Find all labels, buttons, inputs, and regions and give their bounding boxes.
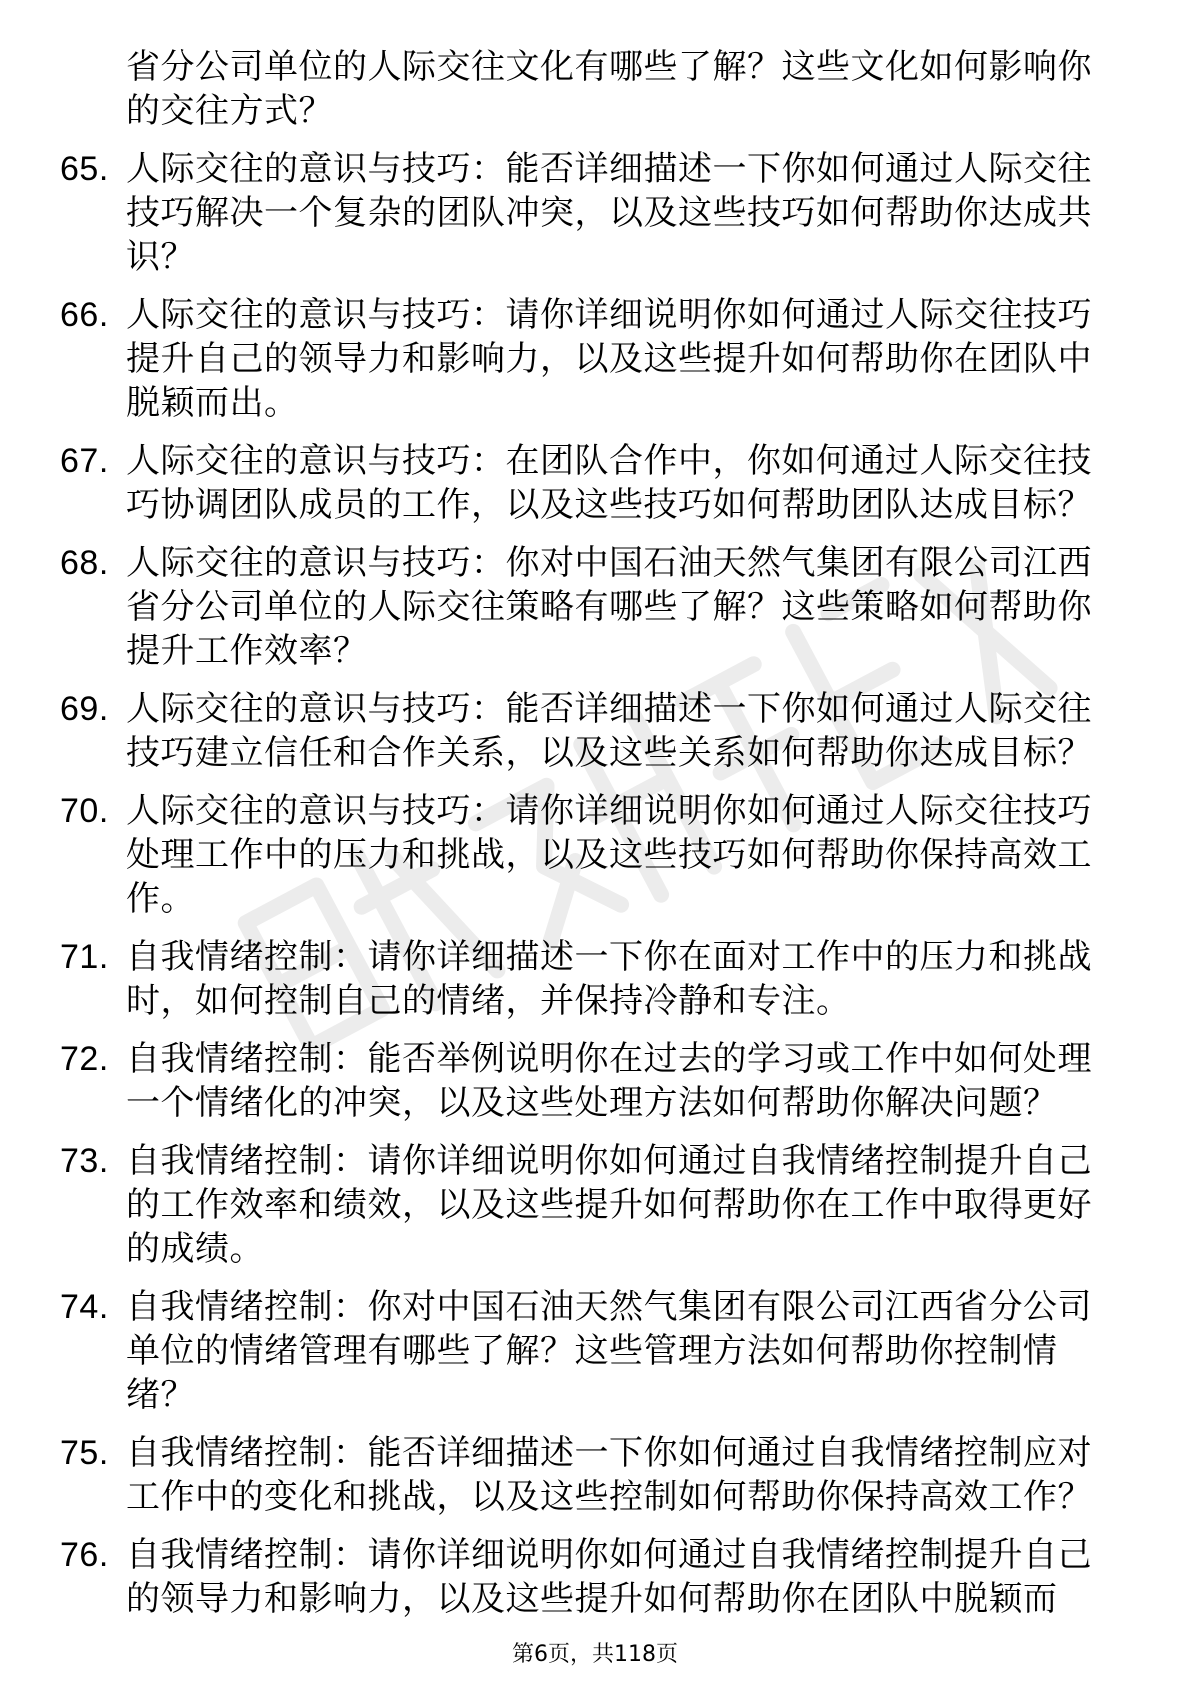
list-item — [60, 439, 1120, 527]
item-number: 74. — [60, 1288, 109, 1326]
item-number: 70. — [60, 792, 109, 830]
item-text: 自我情绪控制：你对中国石油天然气集团有限公司江西省分公司单位的情绪管理有哪些了解？这些管理方法如何帮助你控制情绪？ — [126, 1287, 1092, 1415]
item-number: 73. — [60, 1142, 109, 1180]
item-number: 69. — [60, 690, 109, 728]
list-item — [60, 1037, 1120, 1125]
list-item — [60, 935, 1120, 1023]
list-item — [60, 1431, 1120, 1519]
list-item — [60, 293, 1120, 425]
question-list — [60, 45, 1120, 1621]
page-footer: 第6页，共118页 — [512, 1642, 678, 1667]
item-text: 人际交往的意识与技巧：请你详细说明你如何通过人际交往技巧提升自己的领导力和影响力，以及这些提升如何帮助你在团队中脱颖而出。 — [126, 295, 1092, 423]
item-number: 67. — [60, 442, 109, 480]
list-item — [60, 147, 1120, 279]
list-item — [60, 789, 1120, 921]
item-number: 68. — [60, 544, 109, 582]
item-text: 人际交往的意识与技巧：能否详细描述一下你如何通过人际交往技巧解决一个复杂的团队冲突，以及这些技巧如何帮助你达成共识？ — [126, 149, 1092, 277]
item-text: 自我情绪控制：请你详细描述一下你在面对工作中的压力和挑战时，如何控制自己的情绪，并保持冷静和专注。 — [126, 937, 1092, 1021]
item-text: 人际交往的意识与技巧：在团队合作中，你如何通过人际交往技巧协调团队成员的工作，以及这些技巧如何帮助团队达成目标？ — [126, 441, 1092, 525]
item-text: 自我情绪控制：请你详细说明你如何通过自我情绪控制提升自己的领导力和影响力，以及这些提升如何帮助你在团队中脱颖而 — [126, 1535, 1092, 1619]
continued-question-text: 省分公司单位的人际交往文化有哪些了解？这些文化如何影响你的交往方式？ — [126, 47, 1092, 131]
list-item — [60, 1533, 1120, 1621]
list-item — [60, 1139, 1120, 1271]
item-text: 人际交往的意识与技巧：你对中国石油天然气集团有限公司江西省分公司单位的人际交往策略有哪些了解？这些策略如何帮助你提升工作效率？ — [126, 543, 1092, 671]
list-item — [60, 1285, 1120, 1417]
list-item — [60, 687, 1120, 775]
item-text: 自我情绪控制：能否举例说明你在过去的学习或工作中如何处理一个情绪化的冲突，以及这些处理方法如何帮助你解决问题？ — [126, 1039, 1092, 1123]
item-text: 人际交往的意识与技巧：请你详细说明你如何通过人际交往技巧处理工作中的压力和挑战，以及这些技巧如何帮助你保持高效工作。 — [126, 791, 1092, 919]
item-number: 75. — [60, 1434, 109, 1472]
list-item — [60, 541, 1120, 673]
item-number: 65. — [60, 150, 109, 188]
item-number: 76. — [60, 1536, 109, 1574]
item-text: 人际交往的意识与技巧：能否详细描述一下你如何通过人际交往技巧建立信任和合作关系，以及这些关系如何帮助你达成目标？ — [126, 689, 1092, 773]
item-number: 71. — [60, 938, 109, 976]
item-number: 66. — [60, 296, 109, 334]
item-number: 72. — [60, 1040, 109, 1078]
item-text: 自我情绪控制：能否详细描述一下你如何通过自我情绪控制应对工作中的变化和挑战，以及这些控制如何帮助你保持高效工作？ — [126, 1433, 1092, 1517]
item-text: 自我情绪控制：请你详细说明你如何通过自我情绪控制提升自己的工作效率和绩效，以及这些提升如何帮助你在工作中取得更好的成绩。 — [126, 1141, 1092, 1269]
